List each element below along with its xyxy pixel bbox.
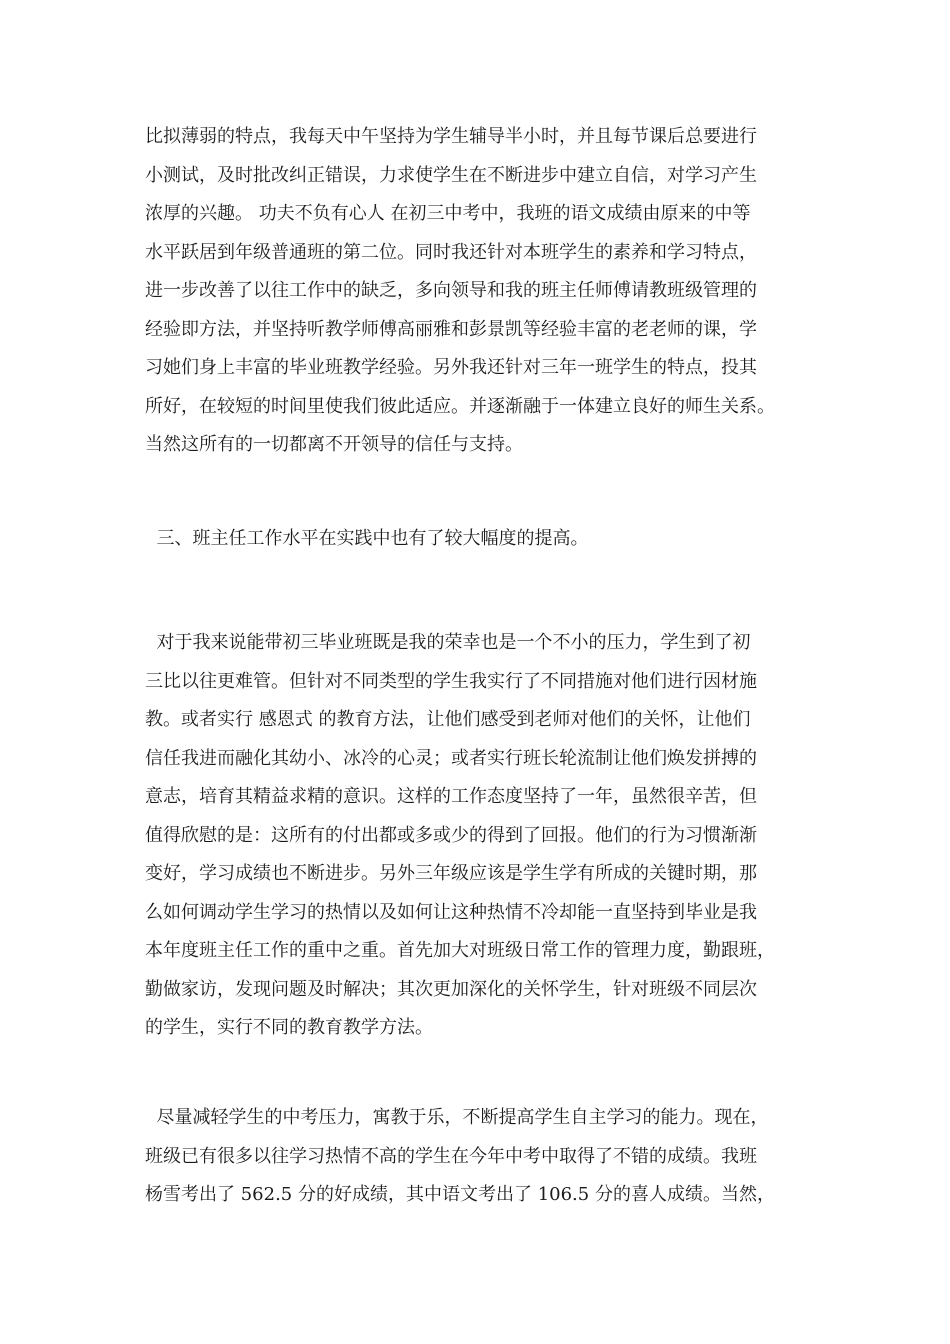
heading-text: 三、班主任工作水平在实践中也有了较大幅度的提高。 bbox=[145, 528, 589, 549]
text-line: 班级已有很多以往学习热情不高的学生在今年中考中取得了不错的成绩。我班 bbox=[145, 1145, 757, 1167]
text-line: 杨雪考出了 562.5 分的好成绩，其中语文考出了 106.5 分的喜人成绩。当然， bbox=[145, 1184, 775, 1205]
text-line: 尽量减轻学生的中考压力，寓教于乐，不断提高学生自主学习的能力。现在， bbox=[145, 1107, 769, 1128]
text-line: 比拟薄弱的特点，我每天中午坚持为学生辅导半小时，并且每节课后总要进行 bbox=[145, 126, 757, 147]
text-line: 的学生，实行不同的教育教学方法。 bbox=[145, 1017, 433, 1038]
section-heading bbox=[145, 520, 810, 559]
text-line: 意志，培育其精益求精的意识。这样的工作态度坚持了一年，虽然很辛苦，但 bbox=[145, 786, 757, 807]
paragraph-teaching-results bbox=[145, 118, 810, 465]
text-line: 本年度班主任工作的重中之重。首先加大对班级日常工作的管理力度，勤跟班， bbox=[145, 940, 775, 961]
text-line: 习她们身上丰富的毕业班教学经验。另外我还针对三年一班学生的特点，投其 bbox=[145, 357, 757, 378]
text-line: 水平跃居到年级普通班的第二位。同时我还针对本班学生的素养和学习特点， bbox=[145, 241, 757, 263]
text-line: 三比以往更难管。但针对不同类型的学生我实行了不同措施对他们进行因材施 bbox=[145, 670, 757, 692]
text-line: 当然这所有的一切都离不开领导的信任与支持。 bbox=[145, 434, 523, 455]
text-line: 信任我进而融化其幼小、冰冷的心灵；或者实行班长轮流制让他们焕发拼搏的 bbox=[145, 747, 757, 769]
text-line: 么如何调动学生学习的热情以及如何让这种热情不冷却能一直坚持到毕业是我 bbox=[145, 901, 757, 923]
text-line: 浓厚的兴趣。 功夫不负有心人 在初三中考中，我班的语文成绩由原来的中等 bbox=[145, 203, 751, 224]
text-line: 勤做家访，发现问题及时解决；其次更加深化的关怀学生，针对班级不同层次 bbox=[145, 978, 757, 1000]
text-line: 进一步改善了以往工作中的缺乏，多向领导和我的班主任师傅请教班级管理的 bbox=[145, 280, 757, 301]
paragraph-class-management bbox=[145, 624, 810, 1048]
paragraph-exam-results bbox=[145, 1099, 810, 1215]
text-line: 小测试，及时批改纠正错误，力求使学生在不断进步中建立自信，对学习产生 bbox=[145, 164, 757, 186]
text-line: 值得欣慰的是：这所有的付出都或多或少的得到了回报。他们的行为习惯渐渐 bbox=[145, 824, 757, 846]
text-line: 经验即方法，并坚持听教学师傅高丽雅和彭景凯等经验丰富的老老师的课，学 bbox=[145, 318, 757, 340]
text-line: 对于我来说能带初三毕业班既是我的荣幸也是一个不小的压力，学生到了初 bbox=[145, 632, 751, 653]
text-line: 变好，学习成绩也不断进步。另外三年级应该是学生学有所成的关键时期，那 bbox=[145, 863, 757, 884]
text-line: 教。或者实行 感恩式 的教育方法，让他们感受到老师对他们的关怀，让他们 bbox=[145, 709, 751, 730]
text-line: 所好，在较短的时间里使我们彼此适应。并逐渐融于一体建立良好的师生关系。 bbox=[145, 395, 775, 417]
